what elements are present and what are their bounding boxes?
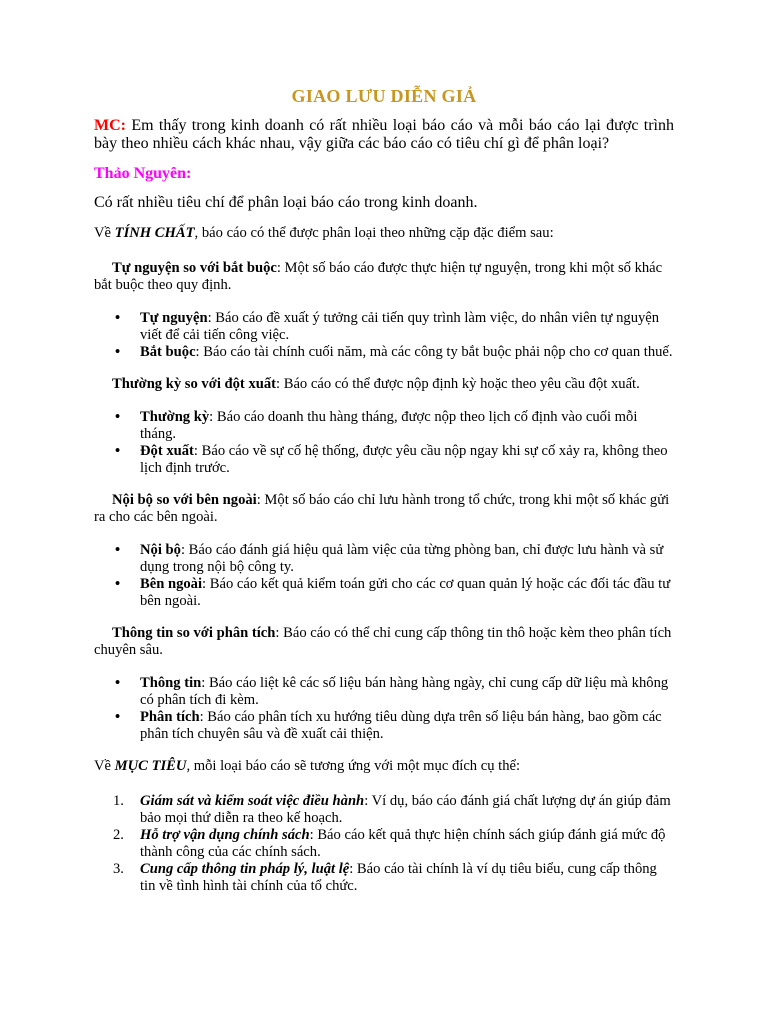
bullet-icon: • bbox=[115, 310, 121, 326]
item-term: Đột xuất bbox=[140, 443, 194, 459]
item-text: : Báo cáo tài chính cuối năm, mà các công ty bắt buộc phải nộp cho cơ quan thuế. bbox=[195, 344, 673, 360]
item-term: Thường kỳ bbox=[140, 409, 210, 425]
pair-bullet-list bbox=[94, 310, 674, 361]
item-number: 3. bbox=[113, 861, 124, 877]
item-term: Tự nguyện bbox=[140, 310, 208, 326]
nature-keyword: TÍNH CHẤT bbox=[114, 225, 195, 241]
item-text: : Báo cáo kết quả kiểm toán gửi cho các cơ quan quản lý hoặc các đối tác đầu tư bên ngoài. bbox=[140, 576, 671, 609]
item-term: Bên ngoài bbox=[140, 576, 203, 592]
item-term: Giám sát và kiểm soát việc điều hành bbox=[140, 793, 365, 809]
item-text: : Báo cáo tài chính là ví dụ tiêu biểu, cung cấp thông tin về tình hình tài chính của tổ chức. bbox=[140, 861, 657, 894]
bullet-icon: • bbox=[115, 409, 121, 425]
goals-keyword: MỤC TIÊU bbox=[114, 758, 187, 774]
bullet-icon: • bbox=[115, 576, 121, 592]
goals-suffix: , mỗi loại báo cáo sẽ tương ứng với một mục đích cụ thể: bbox=[186, 758, 521, 774]
mc-question-text: Em thấy trong kinh doanh có rất nhiều loại báo cáo và mỗi báo cáo lại được trình bày theo nhiều cách khác nhau, vậy giữa các báo cáo có tiêu chí gì để phân loại? bbox=[94, 117, 674, 152]
bullet-icon: • bbox=[115, 344, 121, 360]
goals-intro bbox=[94, 758, 674, 775]
item-text: : Báo cáo về sự cố hệ thống, được yêu cầu nộp ngay khi sự cố xảy ra, không theo lịch định trước. bbox=[140, 443, 668, 476]
item-text: : Báo cáo đánh giá hiệu quả làm việc của từng phòng ban, chỉ được lưu hành và sử dụng trong nội bộ công ty. bbox=[140, 542, 664, 575]
item-number: 2. bbox=[113, 827, 124, 843]
bullet-icon: • bbox=[115, 542, 121, 558]
goals-prefix: Về bbox=[94, 758, 115, 774]
document-title: GIAO LƯU DIỄN GIẢ bbox=[291, 86, 477, 106]
pair-heading bbox=[94, 376, 674, 393]
pair-text: : Báo cáo có thể chỉ cung cấp thông tin thô hoặc kèm theo phân tích chuyên sâu. bbox=[94, 625, 672, 658]
bullet-icon: • bbox=[115, 443, 121, 459]
list-item bbox=[115, 344, 674, 361]
item-term: Cung cấp thông tin pháp lý, luật lệ bbox=[140, 861, 350, 877]
nature-intro bbox=[94, 225, 674, 242]
item-text: : Báo cáo phân tích xu hướng tiêu dùng dựa trên số liệu bán hàng, bao gồm các phân tích chuyên sâu và đề xuất cải thiện. bbox=[140, 709, 662, 742]
pair-heading bbox=[94, 260, 674, 294]
list-item bbox=[115, 443, 674, 477]
list-item bbox=[113, 793, 674, 827]
pair-bullet-list bbox=[94, 675, 674, 743]
pair-text: : Một số báo cáo được thực hiện tự nguyện, trong khi một số khác bắt buộc theo quy định. bbox=[94, 260, 663, 293]
bullet-icon: • bbox=[115, 709, 121, 725]
item-term: Hỗ trợ vận dụng chính sách bbox=[140, 827, 310, 843]
item-term: Thông tin bbox=[140, 675, 202, 691]
item-number: 1. bbox=[113, 793, 124, 809]
pair-term: Tự nguyện so với bắt buộc bbox=[112, 260, 277, 276]
list-item bbox=[115, 409, 674, 443]
list-item bbox=[115, 542, 674, 576]
item-text: : Báo cáo kết quả thực hiện chính sách giúp đánh giá mức độ thành công của các chính sách. bbox=[140, 827, 666, 860]
item-text: : Báo cáo đề xuất ý tưởng cải tiến quy trình làm việc, do nhân viên tự nguyện viết để cải tiến công việc. bbox=[140, 310, 660, 343]
item-term: Bắt buộc bbox=[140, 344, 196, 360]
speaker-name: Thảo Nguyên: bbox=[94, 165, 192, 182]
list-item bbox=[113, 861, 674, 895]
pair-bullet-list bbox=[94, 409, 674, 477]
pair-term: Nội bộ so với bên ngoài bbox=[112, 492, 257, 508]
list-item bbox=[115, 576, 674, 610]
list-item bbox=[115, 675, 674, 709]
pair-text: : Một số báo cáo chỉ lưu hành trong tổ chức, trong khi một số khác gửi ra cho các bên ngoài. bbox=[94, 492, 670, 525]
pair-heading bbox=[94, 492, 674, 526]
item-term: Phân tích bbox=[140, 709, 200, 725]
item-text: : Ví dụ, báo cáo đánh giá chất lượng dự án giúp đảm bảo mọi thứ diễn ra theo kế hoạch. bbox=[140, 793, 671, 826]
mc-label: MC: bbox=[94, 117, 126, 134]
answer-intro: Có rất nhiều tiêu chí để phân loại báo cáo trong kinh doanh. bbox=[94, 194, 478, 211]
item-text: : Báo cáo doanh thu hàng tháng, được nộp theo lịch cố định vào cuối mỗi tháng. bbox=[140, 409, 638, 442]
nature-suffix: , báo cáo có thể được phân loại theo những cặp đặc điểm sau: bbox=[194, 225, 554, 241]
pair-bullet-list bbox=[94, 542, 674, 610]
pair-heading bbox=[94, 625, 674, 659]
item-text: : Báo cáo liệt kê các số liệu bán hàng hàng ngày, chỉ cung cấp dữ liệu mà không có phân tích đi kèm. bbox=[140, 675, 669, 708]
bullet-icon: • bbox=[115, 675, 121, 691]
goals-numbered-list bbox=[94, 793, 674, 895]
pair-term: Thường kỳ so với đột xuất bbox=[112, 376, 277, 392]
list-item bbox=[115, 310, 674, 344]
list-item bbox=[113, 827, 674, 861]
item-term: Nội bộ bbox=[140, 542, 181, 558]
mc-question bbox=[94, 117, 674, 153]
pair-term: Thông tin so với phân tích bbox=[112, 625, 276, 641]
nature-prefix: Về bbox=[94, 225, 115, 241]
list-item bbox=[115, 709, 674, 743]
pair-text: : Báo cáo có thể được nộp định kỳ hoặc theo yêu cầu đột xuất. bbox=[276, 376, 640, 392]
